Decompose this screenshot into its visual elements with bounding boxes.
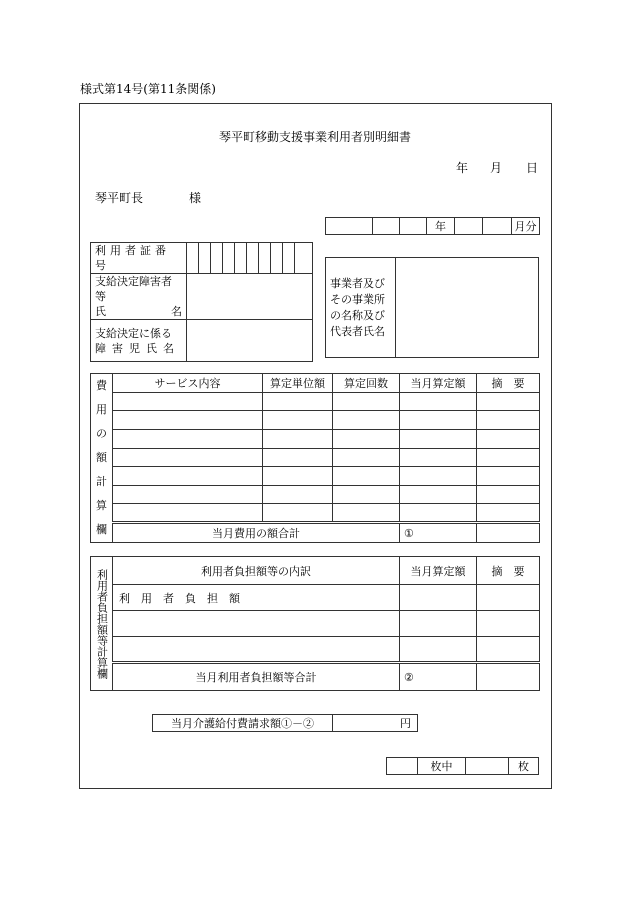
burden-total-label: 当月利用者負担額等合計 (113, 663, 400, 691)
cost-header-service: サービス内容 (113, 374, 263, 393)
burden-cell[interactable] (477, 585, 540, 611)
cost-total-row (91, 523, 540, 543)
burden-cell[interactable] (477, 637, 540, 663)
cost-cell[interactable] (333, 429, 400, 448)
period-table (325, 217, 540, 235)
cost-row (91, 504, 540, 523)
cost-cell[interactable] (400, 448, 477, 467)
date-day: 日 (526, 161, 539, 175)
cert-digit[interactable] (223, 243, 235, 274)
provider-label-line: 事業者及び (330, 276, 385, 290)
cost-cell[interactable] (400, 392, 477, 411)
burden-cell[interactable] (400, 637, 477, 663)
cost-header-unit: 算定単位額 (263, 374, 333, 393)
burden-row-user: 利 用 者 負 担 額 (113, 585, 400, 611)
date-year: 年 (456, 161, 469, 175)
cert-digit[interactable] (259, 243, 271, 274)
provider-label-line: の名称及び (330, 308, 385, 322)
cost-cell[interactable] (113, 429, 263, 448)
period-year-label: 年 (427, 218, 455, 235)
cost-side-char: の (96, 427, 107, 440)
cost-cell[interactable] (113, 392, 263, 411)
cost-cell[interactable] (333, 411, 400, 430)
recipient-label-shi: 氏 (95, 305, 106, 318)
cost-side-char: 費 (96, 379, 107, 392)
period-era-cell[interactable] (326, 218, 373, 235)
burden-header-remarks: 摘 要 (477, 557, 540, 585)
cert-digit[interactable] (211, 243, 223, 274)
cert-digit[interactable] (199, 243, 211, 274)
cost-row (91, 485, 540, 504)
cost-table (90, 373, 540, 543)
burden-cell[interactable] (400, 611, 477, 637)
addressee-honorific: 様 (189, 191, 202, 205)
period-month-digit-2[interactable] (483, 218, 512, 235)
burden-header-amount: 当月算定額 (400, 557, 477, 585)
cost-cell[interactable] (333, 392, 400, 411)
cost-cell[interactable] (400, 485, 477, 504)
cost-cell[interactable] (113, 467, 263, 486)
claim-amount-field[interactable] (333, 715, 418, 732)
cost-row (91, 467, 540, 486)
cost-cell[interactable] (263, 429, 333, 448)
cost-header-amount: 当月算定額 (400, 374, 477, 393)
page-total-field[interactable] (466, 758, 509, 775)
provider-label-line: その事業所 (330, 292, 385, 306)
pages-unit-label: 枚 (509, 758, 539, 775)
burden-total-remarks[interactable] (477, 663, 540, 691)
period-year-digit-2[interactable] (400, 218, 427, 235)
cert-digit[interactable] (235, 243, 247, 274)
cert-digit[interactable] (271, 243, 283, 274)
cost-cell[interactable] (477, 429, 540, 448)
cost-total-remarks[interactable] (477, 523, 540, 543)
burden-cell[interactable] (113, 637, 400, 663)
cost-total-mark[interactable]: ① (400, 523, 477, 543)
provider-label-line: 代表者氏名 (330, 324, 385, 338)
cost-cell[interactable] (400, 467, 477, 486)
form-number: 様式第14号(第11条関係) (80, 82, 216, 96)
cost-cell[interactable] (477, 485, 540, 504)
child-name-field[interactable] (187, 320, 313, 362)
claim-unit: 円 (400, 717, 411, 730)
form-title: 琴平町移動支援事業利用者別明細書 (218, 130, 411, 144)
addressee-name: 琴平町長 (95, 191, 144, 205)
period-year-digit-1[interactable] (373, 218, 400, 235)
cost-cell[interactable] (477, 467, 540, 486)
cost-side-char: 額 (96, 451, 107, 464)
child-label-line1: 支給決定に係る (95, 326, 172, 340)
cost-cell[interactable] (263, 392, 333, 411)
cost-side-char: 用 (96, 403, 107, 416)
cost-side-char: 欄 (96, 523, 107, 536)
burden-total-mark[interactable]: ② (400, 663, 477, 691)
cert-digit[interactable] (283, 243, 295, 274)
cert-digit[interactable] (187, 243, 199, 274)
recipient-label (91, 274, 187, 320)
cost-row (91, 411, 540, 430)
recipient-label-mei: 名 (171, 305, 182, 318)
period-month-digit-1[interactable] (455, 218, 483, 235)
page-number-field[interactable] (387, 758, 418, 775)
cost-cell[interactable] (333, 485, 400, 504)
cost-cell[interactable] (477, 392, 540, 411)
cost-row (91, 429, 540, 448)
cost-cell[interactable] (333, 504, 400, 523)
period-month-label: 月分 (512, 218, 540, 235)
cost-cell[interactable] (263, 411, 333, 430)
cost-cell[interactable] (333, 448, 400, 467)
child-label-line2: 障害児氏名 (95, 341, 180, 355)
provider-table (325, 257, 539, 358)
provider-label (326, 258, 396, 358)
cert-digit[interactable] (295, 243, 313, 274)
cost-cell[interactable] (400, 411, 477, 430)
recipient-name-field[interactable] (187, 274, 313, 320)
provider-field[interactable] (396, 258, 539, 358)
cost-cell[interactable] (477, 411, 540, 430)
cost-side-char: 計 (96, 475, 107, 488)
burden-cell[interactable] (400, 585, 477, 611)
burden-table (90, 556, 540, 691)
cost-cell[interactable] (113, 448, 263, 467)
cost-cell[interactable] (263, 485, 333, 504)
cost-cell[interactable] (113, 504, 263, 523)
child-label (91, 320, 187, 362)
burden-side-label: 利用者負担額等計算欄 (91, 557, 113, 691)
cost-cell[interactable] (263, 504, 333, 523)
cost-cell[interactable] (333, 467, 400, 486)
cost-header-count: 算定回数 (333, 374, 400, 393)
cost-cell[interactable] (263, 467, 333, 486)
pages-table (386, 757, 539, 775)
cost-row (91, 448, 540, 467)
recipient-label-line1: 支給決定障害者等 (95, 275, 172, 303)
cost-cell[interactable] (113, 485, 263, 504)
burden-cell[interactable] (477, 611, 540, 637)
claim-label: 当月介護給付費請求額①－② (153, 715, 333, 732)
cost-cell[interactable] (400, 429, 477, 448)
cert-no-label: 利用者証番号 (91, 243, 187, 274)
cost-header-remarks: 摘 要 (477, 374, 540, 393)
date-month: 月 (490, 161, 503, 175)
cert-digit[interactable] (247, 243, 259, 274)
cost-cell[interactable] (113, 411, 263, 430)
cost-row (91, 392, 540, 411)
cost-cell[interactable] (477, 504, 540, 523)
cost-cell[interactable] (400, 504, 477, 523)
cost-cell[interactable] (477, 448, 540, 467)
cost-cell[interactable] (263, 448, 333, 467)
cost-side-label (91, 374, 113, 543)
pages-of-label: 枚中 (418, 758, 466, 775)
cost-side-char: 算 (96, 499, 107, 512)
burden-header-breakdown: 利用者負担額等の内訳 (113, 557, 400, 585)
user-info-table (90, 242, 313, 362)
cost-total-label: 当月費用の額合計 (113, 523, 400, 543)
burden-cell[interactable] (113, 611, 400, 637)
claim-table (152, 714, 418, 732)
